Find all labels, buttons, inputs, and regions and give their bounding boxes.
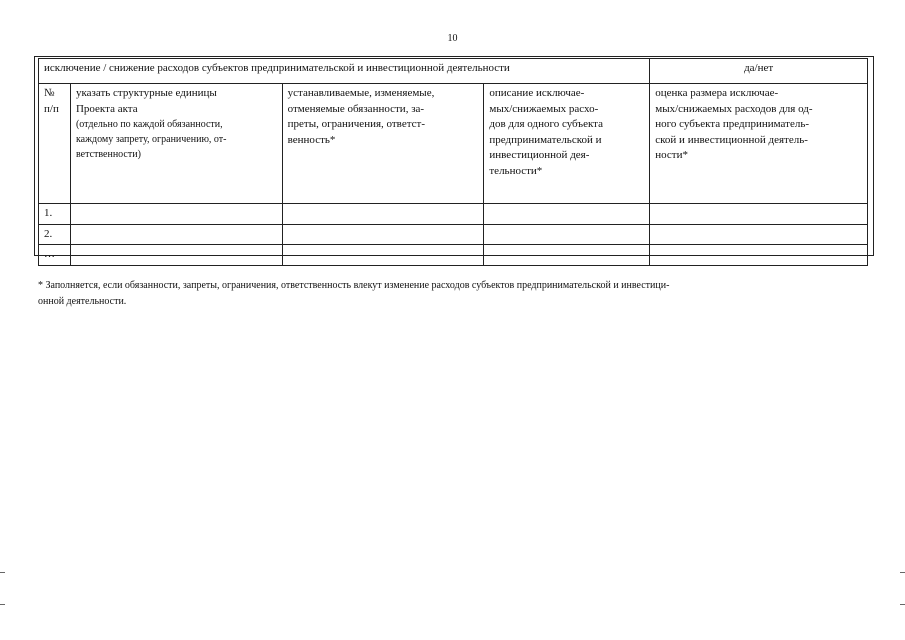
column-header-line: Проекта акта <box>75 102 138 115</box>
column-header-line: № <box>44 87 55 99</box>
column-header-line: мых/снижаемых расхо- <box>489 102 599 115</box>
table-cell <box>650 224 868 245</box>
table-cell <box>484 245 650 266</box>
column-header-line: тельности* <box>489 164 543 177</box>
table-cell <box>70 224 282 245</box>
scan-edge-mark <box>0 572 5 573</box>
column-header-line: дов для одного субъекта <box>489 118 603 130</box>
footnote-line: онной деятельности. <box>38 296 127 307</box>
column-header-line: ности* <box>655 149 688 161</box>
table-row <box>39 245 868 266</box>
table-cell <box>282 204 484 225</box>
table-cell <box>650 245 868 266</box>
column-header-number <box>39 84 71 204</box>
table-cell <box>650 204 868 225</box>
column-header-line: п/п <box>44 102 59 115</box>
column-header-line: инвестиционной дея- <box>489 149 590 161</box>
table-cell <box>282 245 484 266</box>
table-cell <box>70 204 282 225</box>
scan-edge-mark <box>900 604 905 605</box>
table-cell <box>484 204 650 225</box>
column-header-line: устанавливаемые, изменяемые, <box>287 87 435 99</box>
column-header-line: указать структурные единицы <box>75 87 217 99</box>
footnote-line: * Заполняется, если обязанности, запреты, ограничения, ответственность влекут изменение расходов субъектов предпринимательской и инвестици- <box>38 280 670 291</box>
table-row <box>39 204 868 225</box>
column-header-expense-description <box>484 84 650 204</box>
column-header-line: предпринимательской и <box>489 133 602 146</box>
column-header-note: (отдельно по каждой обязанности, <box>75 119 223 130</box>
row-number: … <box>39 245 71 266</box>
column-header-structural-units <box>70 84 282 204</box>
column-header-note: ветственности) <box>75 149 141 160</box>
row-number: 2. <box>39 224 71 245</box>
page-number: 10 <box>447 33 458 44</box>
table-row <box>39 224 868 245</box>
table-cell <box>282 224 484 245</box>
column-header-line: мых/снижаемых расходов для од- <box>655 102 813 115</box>
column-header-line: ного субъекта предприниматель- <box>655 118 809 130</box>
regulation-table <box>38 58 868 266</box>
table-header-row <box>39 59 868 84</box>
column-header-line: отменяемые обязанности, за- <box>287 102 425 115</box>
table-cell <box>70 245 282 266</box>
column-header-line: венность* <box>287 133 336 146</box>
table-cell <box>484 224 650 245</box>
column-headers-row <box>39 84 868 204</box>
column-header-note: каждому запрету, ограничению, от- <box>75 134 227 145</box>
row-number: 1. <box>39 204 71 225</box>
scan-edge-mark <box>0 604 5 605</box>
column-header-expense-estimate <box>650 84 868 204</box>
column-header-obligations <box>282 84 484 204</box>
column-header-line: описание исключае- <box>489 87 585 99</box>
scan-edge-mark <box>900 572 905 573</box>
footnote <box>38 278 872 310</box>
column-header-line: ской и инвестиционной деятель- <box>655 133 808 146</box>
column-header-line: оценка размера исключае- <box>655 87 779 99</box>
column-header-line: преты, ограничения, ответст- <box>287 118 425 130</box>
header-answer: да/нет <box>650 59 868 84</box>
header-title: исключение / снижение расходов субъектов предпринимательской и инвестиционной деятельности <box>39 59 650 84</box>
